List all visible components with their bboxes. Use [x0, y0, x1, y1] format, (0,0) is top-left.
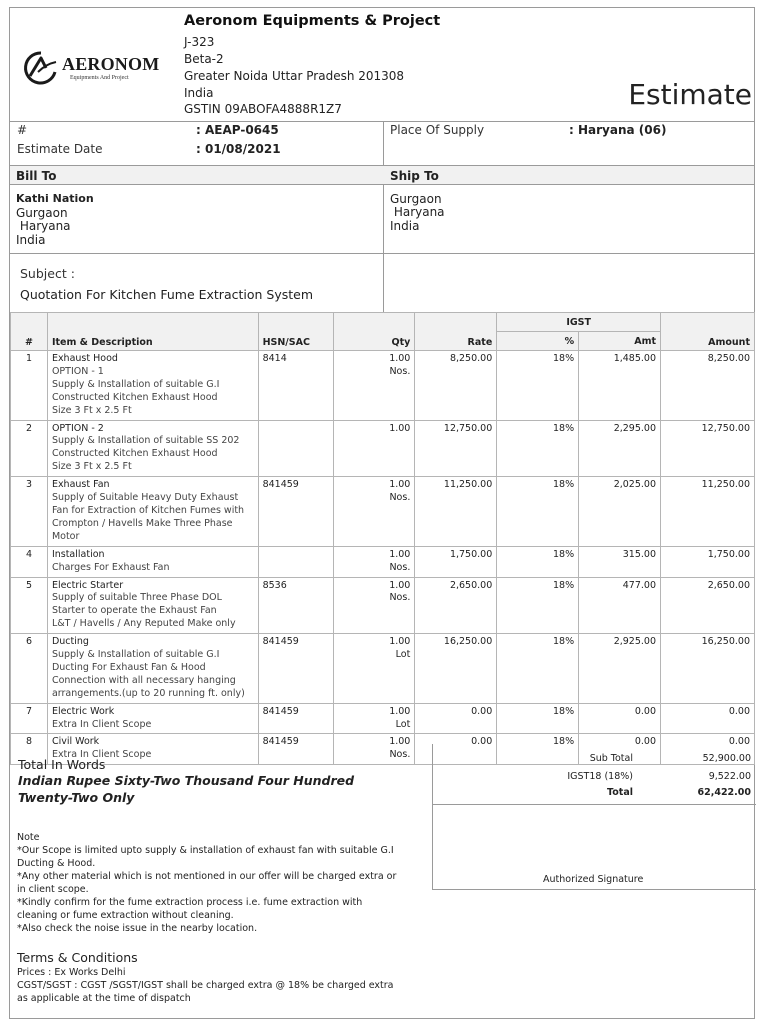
item-description-line: L&T / Havells / Any Reputed Make only [51, 618, 236, 630]
rate-value: 2,650.00 [415, 577, 497, 634]
quantity-unit: Nos. [389, 592, 411, 604]
rate-value: 16,250.00 [415, 634, 497, 704]
item-description-line: Supply & Installation of suitable G.I [51, 378, 220, 390]
divider [10, 184, 754, 185]
item-name: Civil Work [51, 736, 100, 748]
row-number: 4 [11, 546, 48, 577]
ship-to-heading: Ship To [390, 169, 439, 183]
quantity-value: 1.00 [389, 636, 411, 648]
line-amount: 8,250.00 [661, 351, 755, 421]
item-description-line: Fan for Extraction of Kitchen Fumes with [51, 504, 245, 516]
igst-percent: 18% [497, 546, 579, 577]
item-description-line: Supply & Installation of suitable G.I [51, 649, 220, 661]
bill-to-name: Kathi Nation [16, 192, 94, 205]
quantity-value: 1.00 [389, 705, 411, 717]
column-divider [383, 121, 384, 312]
total-in-words-label: Total In Words [18, 757, 106, 772]
quantity-cell [333, 420, 415, 477]
place-of-supply-label: Place Of Supply [390, 123, 485, 137]
bill-to-line: Haryana [16, 219, 71, 233]
quantity-unit: Nos. [389, 492, 411, 504]
notes-line: *Any other material which is not mentioned in our offer will be charged extra or in client scope. [17, 871, 397, 895]
item-description-line: Extra In Client Scope [51, 749, 152, 761]
item-description-cell [47, 546, 258, 577]
quantity-cell [333, 734, 415, 765]
estimate-page [9, 7, 755, 1019]
igst-amount: 0.00 [579, 703, 661, 734]
col-header-igst-pct: % [497, 332, 579, 351]
company-address-line: J-323 [184, 35, 215, 49]
item-description-line: Extra In Client Scope [51, 718, 152, 730]
line-amount: 0.00 [661, 734, 755, 765]
notes-line: *Kindly confirm for the fume extraction process i.e. fume extraction with cleaning or fume extraction without cleaning. [17, 897, 363, 921]
total-label: Total [607, 787, 633, 798]
line-amount: 11,250.00 [661, 477, 755, 547]
ship-to-line: Haryana [390, 205, 445, 219]
row-number: 5 [11, 577, 48, 634]
bill-to-line: India [16, 233, 46, 247]
row-number: 1 [11, 351, 48, 421]
quantity-unit: Lot [395, 718, 411, 730]
row-number: 6 [11, 634, 48, 704]
line-amount: 1,750.00 [661, 546, 755, 577]
logo-tagline: Equipments And Project [70, 75, 129, 81]
terms-line: CGST/SGST : CGST /SGST/IGST shall be charged extra @ 18% be charged extra as applicable at the time of dispatch [17, 980, 394, 1004]
igst-amount: 2,025.00 [579, 477, 661, 547]
logo-wordmark: AERONOM [62, 54, 160, 74]
row-number: 2 [11, 420, 48, 477]
address-header-band [10, 166, 754, 184]
igst-amount: 0.00 [579, 734, 661, 765]
ship-to-line: India [390, 219, 420, 233]
quantity-value: 1.00 [389, 422, 411, 434]
quantity-unit: Nos. [389, 365, 411, 377]
total-in-words-value: Indian Rupee Sixty-Two Thousand Four Hundred Twenty-Two Only [18, 773, 355, 805]
notes-line: *Also check the noise issue in the nearby location. [17, 923, 258, 934]
igst-percent: 18% [497, 420, 579, 477]
item-description-line: Motor [51, 530, 80, 542]
table-row [11, 420, 755, 477]
place-of-supply-value: : Haryana (06) [569, 123, 667, 137]
logo-emblem-icon [22, 50, 60, 86]
igst-amount: 2,295.00 [579, 420, 661, 477]
item-description-line: arrangements.(up to 20 running ft. only) [51, 687, 245, 699]
subtotal-value: 52,900.00 [702, 753, 751, 764]
item-description-line: Connection with all necessary hanging [51, 674, 236, 686]
item-description-cell [47, 477, 258, 547]
quantity-value: 1.00 [389, 353, 411, 364]
terms-section [17, 966, 397, 1005]
total-value: 62,422.00 [697, 787, 751, 798]
document-title: Estimate [628, 78, 752, 111]
item-description-line: Constructed Kitchen Exhaust Hood [51, 391, 218, 403]
igst-percent: 18% [497, 477, 579, 547]
bill-to-heading: Bill To [16, 169, 57, 183]
item-name: Installation [51, 548, 105, 560]
rate-value: 0.00 [415, 703, 497, 734]
quantity-value: 1.00 [389, 479, 411, 491]
subject-label: Subject : [20, 266, 75, 281]
quantity-cell [333, 577, 415, 634]
item-name: Exhaust Hood [51, 353, 118, 364]
quantity-cell [333, 351, 415, 421]
igst-percent: 18% [497, 634, 579, 704]
col-header-igst-amt: Amt [579, 332, 661, 351]
line-amount: 2,650.00 [661, 577, 755, 634]
items-table [10, 312, 755, 765]
item-description-line: OPTION - 1 [51, 365, 104, 377]
rate-value: 11,250.00 [415, 477, 497, 547]
rate-value: 0.00 [415, 734, 497, 765]
item-description-cell [47, 634, 258, 704]
item-description-line: Supply & Installation of suitable SS 202 [51, 435, 240, 447]
quantity-unit: Lot [395, 649, 411, 661]
row-number: 7 [11, 703, 48, 734]
item-description-line: Size 3 Ft x 2.5 Ft [51, 461, 132, 473]
table-row [11, 477, 755, 547]
table-row [11, 703, 755, 734]
items-table-body [11, 351, 755, 765]
authorized-signature-label: Authorized Signature [543, 874, 644, 885]
item-description-line: Charges For Exhaust Fan [51, 561, 170, 573]
line-amount: 0.00 [661, 703, 755, 734]
table-row [11, 546, 755, 577]
igst-percent: 18% [497, 734, 579, 765]
item-description-line: Supply of Suitable Heavy Duty Exhaust [51, 492, 239, 504]
terms-line: Prices : Ex Works Delhi [17, 967, 126, 978]
ship-to-line: Gurgaon [390, 192, 442, 206]
hsn-code: 841459 [258, 634, 333, 704]
hsn-code: 8536 [258, 577, 333, 634]
line-amount: 12,750.00 [661, 420, 755, 477]
item-description-cell [47, 703, 258, 734]
item-name: Electric Work [51, 705, 115, 717]
col-header-num: # [11, 313, 48, 351]
col-header-hsn: HSN/SAC [258, 313, 333, 351]
quantity-value: 1.00 [389, 548, 411, 560]
igst-amount: 1,485.00 [579, 351, 661, 421]
estimate-date-value: : 01/08/2021 [196, 142, 281, 156]
subtotal-label: Sub Total [589, 753, 633, 764]
quantity-unit: Nos. [389, 561, 411, 573]
company-address-line: India [184, 86, 214, 100]
hsn-code: 841459 [258, 703, 333, 734]
igst-amount: 315.00 [579, 546, 661, 577]
estimate-number-value: : AEAP-0645 [196, 123, 279, 137]
row-number: 8 [11, 734, 48, 765]
item-name: Electric Starter [51, 579, 124, 591]
col-header-qty: Qty [333, 313, 415, 351]
rate-value: 12,750.00 [415, 420, 497, 477]
row-number: 3 [11, 477, 48, 547]
hsn-code: 841459 [258, 477, 333, 547]
subject-text: Quotation For Kitchen Fume Extraction System [20, 287, 314, 302]
item-description-line: Starter to operate the Exhaust Fan [51, 605, 217, 617]
item-description-line: Constructed Kitchen Exhaust Hood [51, 448, 218, 460]
col-header-item: Item & Description [47, 313, 258, 351]
company-name: Aeronom Equipments & Project [184, 13, 441, 29]
col-header-igst: IGST [497, 313, 661, 332]
item-description-cell [47, 420, 258, 477]
hsn-code [258, 546, 333, 577]
col-header-amount: Amount [661, 313, 755, 351]
item-name: Ducting [51, 636, 89, 648]
item-description-cell [47, 351, 258, 421]
item-name: OPTION - 2 [51, 422, 104, 434]
quantity-value: 1.00 [389, 736, 411, 748]
item-description-line: Size 3 Ft x 2.5 Ft [51, 404, 132, 416]
quantity-cell [333, 546, 415, 577]
col-header-rate: Rate [415, 313, 497, 351]
quantity-cell [333, 477, 415, 547]
company-gstin: GSTIN 09ABOFA4888R1Z7 [184, 102, 342, 116]
notes-line: Note [17, 832, 40, 843]
item-description-line: Crompton / Havells Make Three Phase [51, 517, 233, 529]
igst-amount: 477.00 [579, 577, 661, 634]
item-description-line: Ducting For Exhaust Fan & Hood [51, 661, 206, 673]
rate-value: 8,250.00 [415, 351, 497, 421]
item-description-line: Supply of suitable Three Phase DOL [51, 592, 222, 604]
rate-value: 1,750.00 [415, 546, 497, 577]
item-name: Exhaust Fan [51, 479, 110, 491]
igst-percent: 18% [497, 577, 579, 634]
igst-percent: 18% [497, 351, 579, 421]
totals-box [432, 744, 756, 890]
estimate-date-label: Estimate Date [17, 142, 103, 156]
quantity-cell [333, 634, 415, 704]
company-logo [22, 50, 172, 90]
line-amount: 16,250.00 [661, 634, 755, 704]
igst-amount: 2,925.00 [579, 634, 661, 704]
hsn-code: 8414 [258, 351, 333, 421]
table-row [11, 577, 755, 634]
estimate-number-label: # [17, 123, 28, 137]
terms-heading: Terms & Conditions [17, 950, 138, 965]
igst-value: 9,522.00 [708, 771, 751, 782]
notes-section [17, 831, 397, 935]
quantity-unit: Nos. [389, 749, 411, 761]
divider [433, 804, 756, 805]
hsn-code: 841459 [258, 734, 333, 765]
igst-percent: 18% [497, 703, 579, 734]
quantity-value: 1.00 [389, 579, 411, 591]
quantity-cell [333, 703, 415, 734]
notes-line: *Our Scope is limited upto supply & installation of exhaust fan with suitable G.I Ducting & Hood. [17, 845, 394, 869]
company-address-line: Beta-2 [184, 52, 224, 66]
bill-to-line: Gurgaon [16, 206, 68, 220]
table-row [11, 351, 755, 421]
header-divider [10, 121, 754, 122]
hsn-code [258, 420, 333, 477]
divider [10, 253, 754, 254]
company-address-line: Greater Noida Uttar Pradesh 201308 [184, 69, 405, 83]
table-row [11, 634, 755, 704]
item-description-cell [47, 577, 258, 634]
igst-label: IGST18 (18%) [567, 771, 633, 782]
